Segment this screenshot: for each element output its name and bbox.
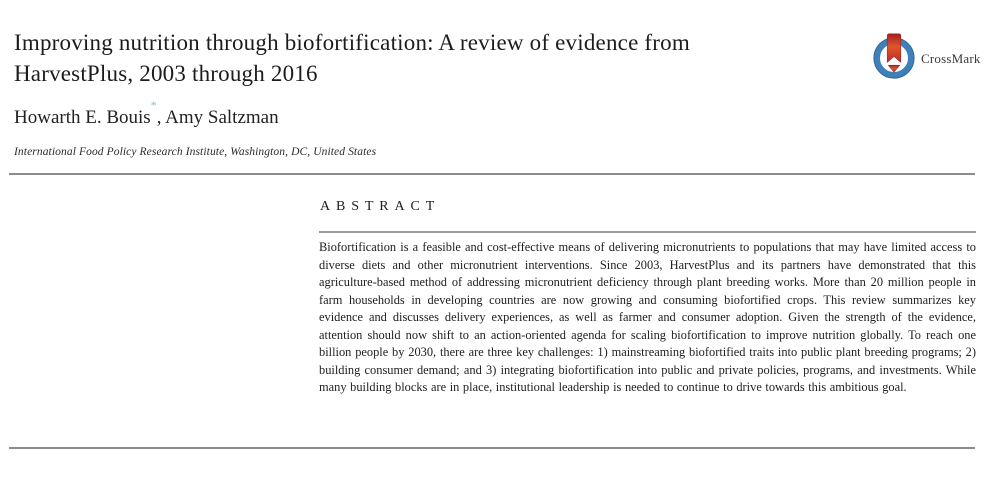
author-1: Howarth E. Bouis <box>14 107 151 128</box>
crossmark-icon <box>871 32 917 85</box>
crossmark-label: CrossMark <box>921 50 981 66</box>
abstract-text: Biofortification is a feasible and cost-effective means of delivering micronutrients to populations that may have limited access to diverse diets and other micronutrient interventions. Since 2003, HarvestPlus and its partners have demonstrated that this agriculture-based method of addressing micronutrient deficiency through plant breeding works. More than 20 million people in farm households in developing countries are now growing and consuming biofortified crops. This review summarizes key evidence and discusses delivery experiences, as well as farmer and consumer adoption. Given the strength of the evidence, attention should now shift to an action-oriented agenda for scaling biofortification to improve nutrition globally. To reach one billion people by 2030, there are three key challenges: 1) mainstreaming biofortified traits into public plant breeding programs; 2) building consumer demand; and 3) integrating biofortification into public and private policies, programs, and investments. While many building blocks are in place, institutional leadership is needed to continue to drive towards this ambitious goal. <box>319 240 976 395</box>
article-title <box>14 27 860 89</box>
article-title-line-2: HarvestPlus, 2003 through 2016 <box>14 61 318 86</box>
corresponding-author-mark[interactable]: * <box>150 97 157 112</box>
abstract-heading: ABSTRACT <box>320 199 441 214</box>
divider-bottom <box>9 447 975 449</box>
author-2: Amy Saltzman <box>165 107 279 128</box>
divider-abstract <box>319 231 976 233</box>
article-title-line-1: Improving nutrition through biofortification: A review of evidence from <box>14 30 690 55</box>
crossmark-badge[interactable] <box>871 32 981 85</box>
divider-top <box>9 173 975 175</box>
affiliation: International Food Policy Research Institute, Washington, DC, United States <box>14 146 377 158</box>
author-separator: , <box>156 107 166 128</box>
authors-line <box>14 97 279 129</box>
